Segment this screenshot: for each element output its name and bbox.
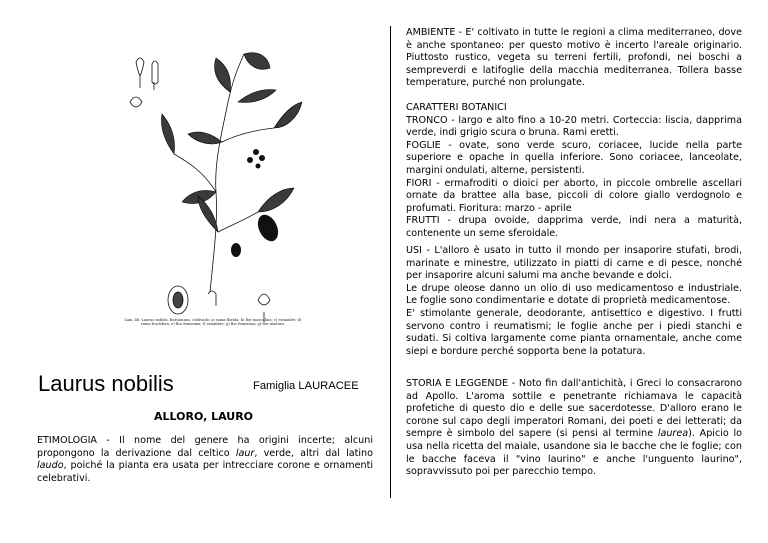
berry [253,149,259,155]
berry [259,155,265,161]
leaf [238,90,276,103]
stamen-detail-sketch [152,61,158,90]
plate-caption: Lam. 46.-Laurus nobilis, Batsomnus, cultivado: a) rama florida; b) flor masculina; c) estambre; d) rama fructifera; e) flor femenina; f) estambre; g) flor femenina; g) flor madura. [124,318,302,327]
etymology-text: ETIMOLOGIA - Il nome del genere ha origini incerte; alcuni propongono la derivazione dal celtico laur, verde, altri dal latino laudo, poiché la pianta era usata per intrecciare corone e ornamenti celebrativi. [37,435,373,484]
laurel-botanical-illustration [118,42,306,342]
etymology-section [37,435,373,485]
tronco-text: TRONCO - largo e alto fino a 10-20 metri. Corteccia: liscia, dapprima verde, indi grigio scura o bruna. Rami eretti. [406,114,742,139]
frutti-text: FRUTTI - drupa ovoide, dapprima verde, indi nera a maturità, contenente un seme sferoidale. [406,215,742,239]
caratteri-botanici-section [406,102,742,241]
leaf [188,132,222,144]
storia-text: STORIA E LEGGENDE - Noto fin dall'antichità, i Greci lo consacrarono ad Apollo. L'aroma sottile e penetrante richiamava le capacità profetiche di questo dio e delle sue sacerdotesse. D'alloro erano le corone sul capo degli imperatori Romani, dei poeti e dei letterati; da sempre è simbolo del sapere (si pensi al termine laurea). Apicio lo usa nella ricetta del maiale, usandone sia le bacche che le foglie; con le bacche faceva il "vino laurino" e anche l'unguento laurino", sopravvissuto poi per parecchio tempo. [406,378,742,478]
fruit-drupe [231,243,241,257]
ambiente-section [406,27,742,90]
common-name-heading: ALLORO, LAURO [154,410,254,423]
ambiente-text: AMBIENTE - E' coltivato in tutte le regioni a clima mediterraneo, dove è anche spontaneo: per questo motivo è incerto l'areale originario. Piuttosto rustico, vegeta su terreni fertili, profondi, nei boschi a sempreverdi e latifoglie della macchia mediterranea. Tollera basse temperature, purché non prolungate. [406,27,742,89]
leaf [258,188,294,212]
leaf [198,196,218,232]
leaf [162,114,175,154]
leaf [244,53,270,69]
storia-leggende-section [406,378,742,479]
family-name: Famiglia LAURACEE [253,380,359,392]
usi-section [406,245,742,358]
leaf [215,58,231,92]
usi-text-3: E' stimolante generale, deodorante, antisettico e digestivo. I frutti servono contro i reumatismi; le foglie anche per i piedi stanchi e sudati. Si coltiva largamente come pianta ornamentale, anche come siepi e bordure perché sopporta bene la potatura. [406,307,742,357]
species-name: Laurus nobilis [38,371,174,396]
leaf [274,102,302,128]
usi-text-2: Le drupe oleose danno un olio di uso medicamentoso e industriale. Le foglie sono condimentarie e dotate di proprietà medicamentose. [406,282,742,307]
fiori-text: FIORI - ermafroditi o dioici per aborto, in piccole ombrelle ascellari ornate da brattee alla base, piccoli di colore giallo verdognolo e profumati. Fioritura: marzo - aprile [406,177,742,214]
berry [256,164,261,169]
usi-text-1: USI - L'alloro è usato in tutto il mondo per insaporire stufati, brodi, marinate e minestre, utilizzato in piatti di carne e di pesce, nonché per insaporire alcuni salumi ma anche bevande e dolci. [406,245,742,282]
caratteri-heading: CARATTERI BOTANICI [406,102,507,113]
fruit-drupe [254,212,282,245]
column-divider [390,26,391,498]
berry [247,157,253,163]
foglie-text: FOGLIE - ovate, sono verde scuro, coriacee, lucide nella parte superiore e opache in quella inferiore. Sono coriacee, lanceolate, margini ondulati, alterne, persistenti. [406,139,742,176]
flower-detail-sketch [136,58,144,88]
